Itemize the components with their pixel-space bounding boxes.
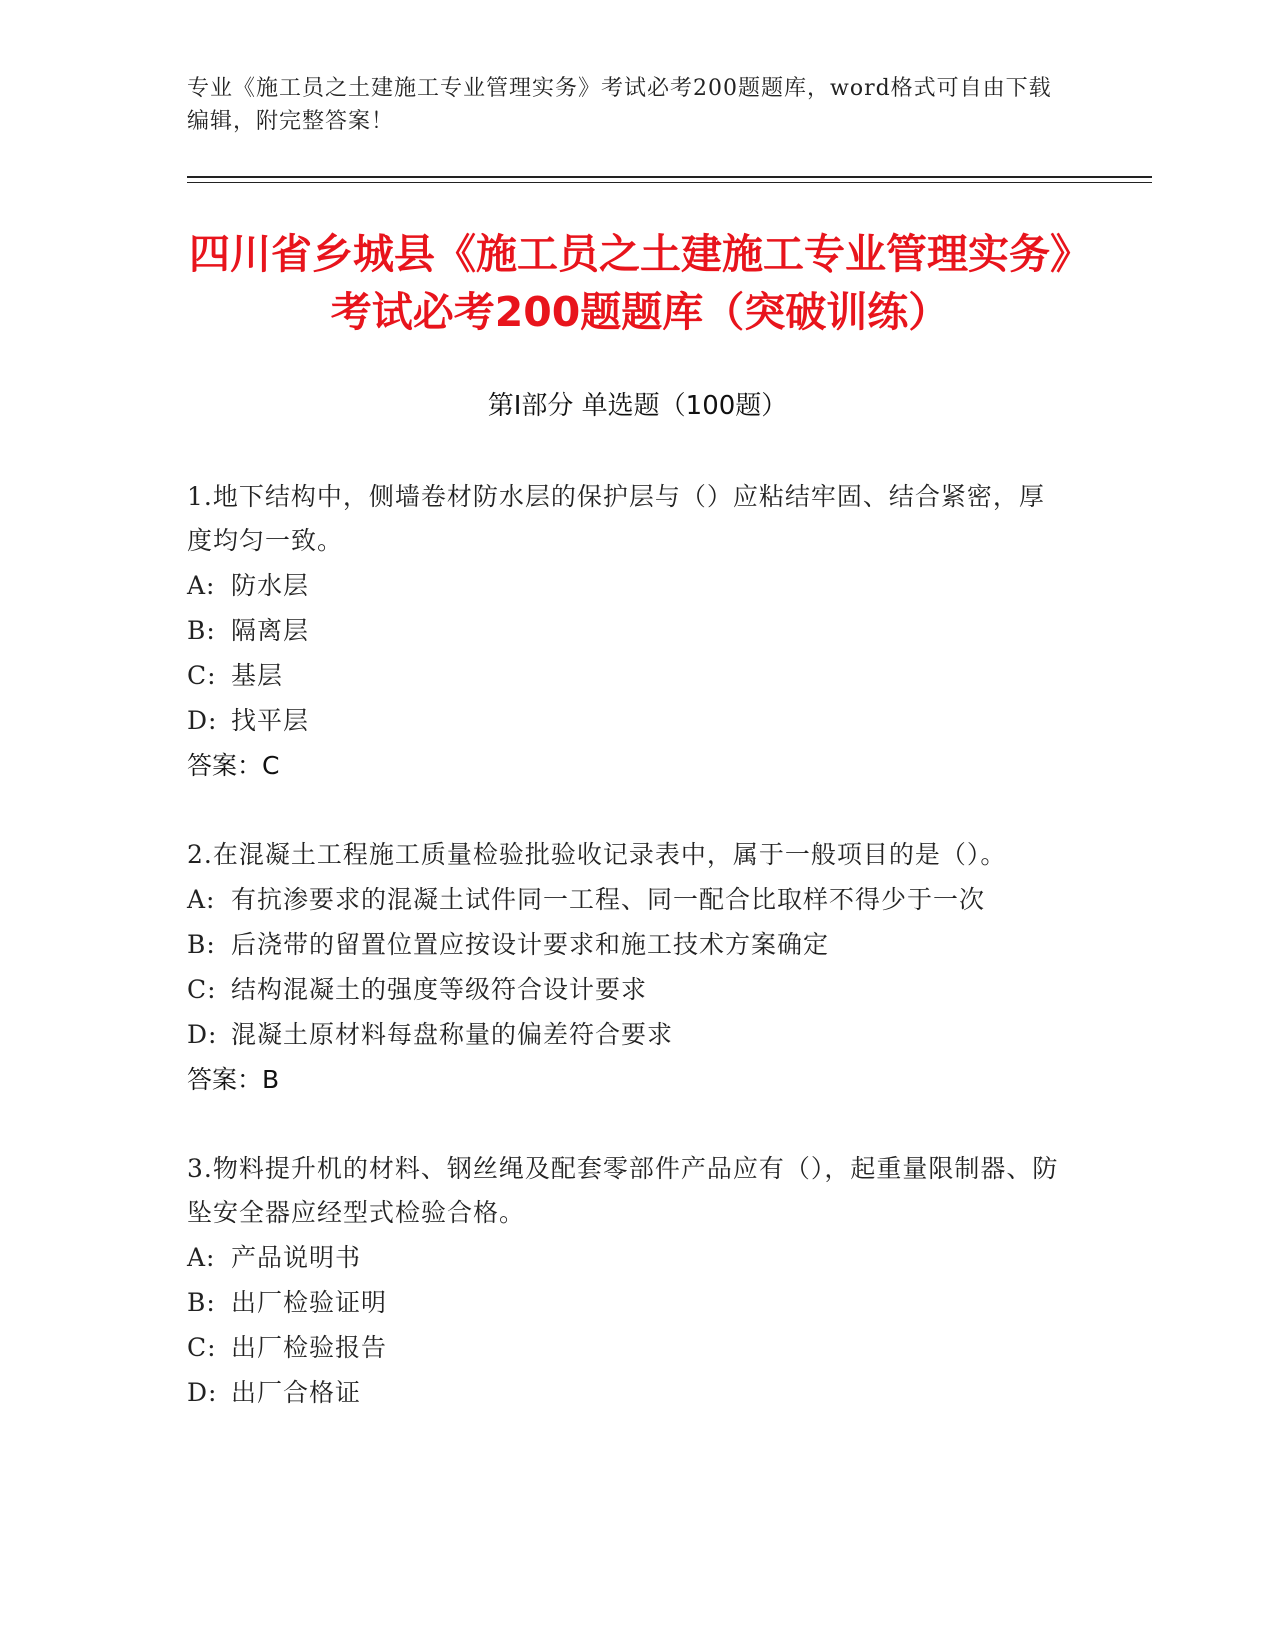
option-letter: A: <box>187 571 216 600</box>
option-text: 防水层 <box>231 571 310 600</box>
question-1 <box>187 475 1067 789</box>
option-b <box>187 1280 1067 1325</box>
option-text: 出厂合格证 <box>231 1378 362 1407</box>
option-text: 后浇带的留置位置应按设计要求和施工技术方案确定 <box>231 930 830 959</box>
option-text: 混凝土原材料每盘称量的偏差符合要求 <box>231 1020 674 1049</box>
option-c <box>187 653 1067 698</box>
option-letter: C: <box>187 661 217 690</box>
option-d <box>187 698 1067 743</box>
option-text: 隔离层 <box>231 616 310 645</box>
option-text: 基层 <box>231 661 284 690</box>
option-c <box>187 1325 1067 1370</box>
option-d <box>187 1012 1067 1057</box>
question-list <box>187 475 1067 1459</box>
option-text: 出厂检验证明 <box>231 1288 388 1317</box>
option-a <box>187 877 1067 922</box>
option-letter: C: <box>187 1333 217 1362</box>
header-divider-thin <box>187 182 1152 183</box>
header-divider-thick <box>187 176 1152 178</box>
option-letter: A: <box>187 885 216 914</box>
question-stem: 1.地下结构中，侧墙卷材防水层的保护层与（）应粘结牢固、结合紧密，厚度均匀一致。 <box>187 482 1045 555</box>
option-letter: D: <box>187 1020 218 1049</box>
option-letter: D: <box>187 706 218 735</box>
answer-line: 答案：B <box>187 1065 280 1094</box>
option-a <box>187 563 1067 608</box>
option-text: 产品说明书 <box>231 1243 362 1272</box>
option-text: 有抗渗要求的混凝土试件同一工程、同一配合比取样不得少于一次 <box>231 885 986 914</box>
option-b <box>187 922 1067 967</box>
option-b <box>187 608 1067 653</box>
document-title: 四川省乡城县《施工员之土建施工专业管理实务》考试必考200题题库（突破训练） <box>189 230 1091 336</box>
option-text: 出厂检验报告 <box>231 1333 388 1362</box>
question-3 <box>187 1147 1067 1415</box>
option-letter: B: <box>187 930 216 959</box>
option-text: 找平层 <box>231 706 310 735</box>
question-2 <box>187 833 1067 1103</box>
option-text: 结构混凝土的强度等级符合设计要求 <box>231 975 648 1004</box>
option-letter: C: <box>187 975 217 1004</box>
question-stem: 2.在混凝土工程施工质量检验批验收记录表中，属于一般项目的是（）。 <box>187 840 1007 869</box>
option-a <box>187 1235 1067 1280</box>
option-c <box>187 967 1067 1012</box>
option-letter: D: <box>187 1378 218 1407</box>
option-letter: B: <box>187 616 216 645</box>
option-letter: B: <box>187 1288 216 1317</box>
option-d <box>187 1370 1067 1415</box>
question-stem: 3.物料提升机的材料、钢丝绳及配套零部件产品应有（），起重量限制器、防坠安全器应经型式检验合格。 <box>187 1154 1059 1227</box>
answer-line: 答案：C <box>187 751 280 780</box>
section-title: 第Ⅰ部分 单选题（100题） <box>487 391 788 421</box>
header-note: 专业《施工员之土建施工专业管理实务》考试必考200题题库，word格式可自由下载编辑，附完整答案！ <box>187 76 1052 134</box>
option-letter: A: <box>187 1243 216 1272</box>
